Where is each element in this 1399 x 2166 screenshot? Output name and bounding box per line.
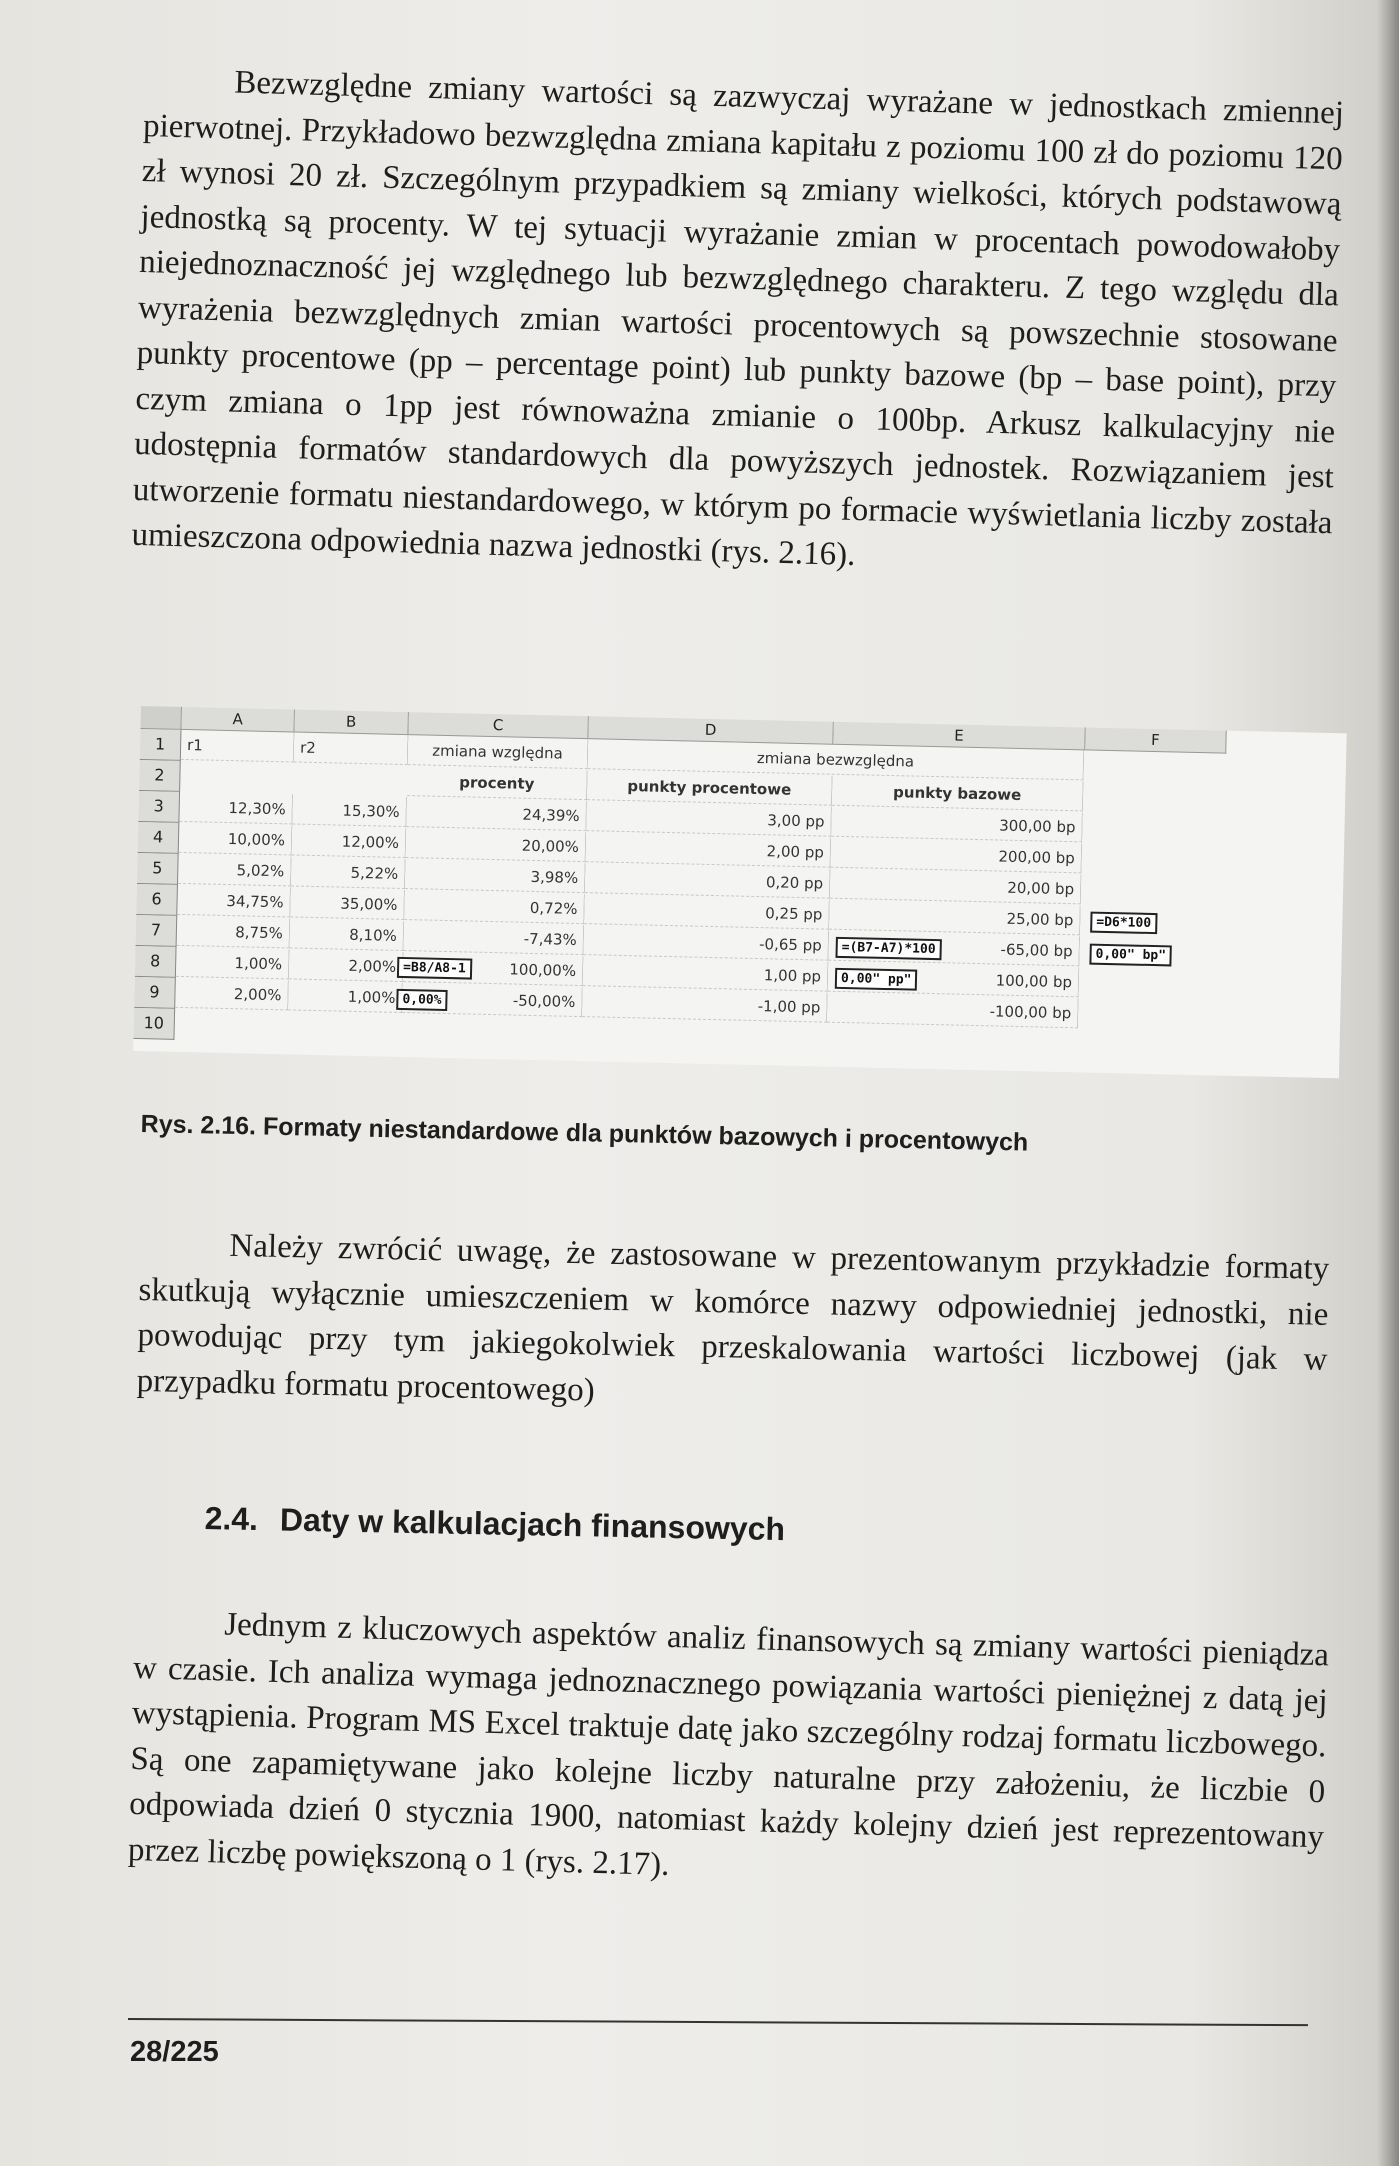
figure-caption: Rys. 2.16. Formaty niestandardowe dla punktów bazowych i procentowych — [140, 1110, 1029, 1157]
cell-e6: 25,00 bp — [829, 900, 1081, 936]
cell-b5: 5,22% — [291, 856, 406, 889]
cell-d9: -1,00 pp — [582, 987, 828, 1023]
paragraph-note: Należy zwrócić uwagę, że zastosowane w prezentowanym przykładzie formaty skutkują wyłącznie umieszczeniem w komórce nazwy odpowiedniej jednostki, nie powodując przy tym jakiegokolwiek przeskalowania wartości liczbowej (jak w przypadku formatu procentowego) — [136, 1227, 1330, 1409]
callout-formula-d: =(B7-A7)*100 — [835, 937, 941, 960]
cell-e4: 200,00 bp — [831, 838, 1083, 874]
cell-c1: zmiana względna — [408, 735, 589, 769]
cell-b1: r2 — [294, 732, 409, 765]
cell-a7: 8,75% — [177, 916, 291, 949]
cell-a8: 1,00% — [176, 947, 290, 980]
sheet-corner — [140, 706, 182, 730]
cell-a4: 10,00% — [179, 823, 293, 856]
cell-d8: 1,00 pp — [583, 956, 829, 992]
page-number: 28/225 — [130, 2036, 219, 2068]
cell-c7: -7,43% — [404, 921, 585, 955]
cell-e5: 20,00 bp — [830, 869, 1082, 905]
cell-c9: -50,00% — [402, 983, 583, 1017]
cell-d6: 0,25 pp — [584, 894, 830, 930]
row-header-10: 10 — [133, 1008, 175, 1040]
cell-d5: 0,20 pp — [585, 863, 831, 899]
cell-d3: 3,00 pp — [586, 801, 832, 837]
section-title: Daty w kalkulacjach finansowych — [279, 1501, 786, 1548]
row-header-9: 9 — [134, 977, 176, 1009]
column-header-f: F — [1085, 727, 1226, 753]
column-header-e: E — [833, 722, 1085, 751]
column-header-c: C — [408, 712, 588, 739]
cell-b8: 2,00% — [289, 949, 404, 982]
cell-e8: 100,00 bp — [828, 962, 1080, 998]
cell-a1: r1 — [181, 730, 295, 763]
callout-format-d: 0,00" pp" — [835, 968, 918, 991]
cell-e2: punkty bazowe — [832, 776, 1084, 812]
cell-a6: 34,75% — [177, 885, 291, 918]
cell-d7: -0,65 pp — [583, 925, 829, 961]
cell-b4: 12,00% — [292, 825, 407, 858]
cell-e9: -100,00 bp — [827, 993, 1079, 1029]
column-header-a: A — [181, 707, 294, 733]
callout-formula-c: =B8/A8-1 — [397, 957, 472, 980]
cell-b9: 1,00% — [288, 980, 403, 1013]
cell-a3: 12,30% — [179, 792, 293, 825]
paragraph-dates: Jednym z kluczowych aspektów analiz finansowych są zmiany wartości pieniądza w czasie. Ich analiza wymaga jednoznacznego powiązania wartości pieniężnej z datą jej wystąpienia. Program MS Excel traktuje datę jako szczególny rodzaj formatu liczbowego. Są one zapamiętywane jako kolejne liczby naturalne przy założeniu, że liczbie 0 odpowiada dzień 0 stycznia 1900, natomiast każdy kolejny dzień jest reprezentowany przez liczbę powiększoną o 1 (rys. 2.17). — [127, 1606, 1330, 1883]
cell-c8: 100,00% — [403, 952, 584, 986]
cell-a5: 5,02% — [178, 854, 292, 887]
row-header-4: 4 — [138, 822, 180, 854]
paragraph-intro: Bezwzględne zmiany wartości są zazwyczaj wyrażane w jednostkach zmiennej pierwotnej. Przykładowo bezwzględna zmiana kapitału z poziomu 100 zł do poziomu 120 zł wynosi 20 zł. Szczególnym przypadkiem są zmiany wielkości, których podstawową jednostką są procenty. W tej sytuacji wyrażanie zmian w procentach powodowałoby niejednoznaczność jej względnego lub bezwzględnego charakteru. Z tego względu dla wyrażenia bezwzględnych zmian wartości procentowych są powszechnie stosowane punkty procentowe (pp – percentage point) lub punkty bazowe (bp – base point), przy czym zmiana o 1pp jest równoważna zmianie o 100bp. Arkusz kalkulacyjny nie udostępnia formatów standardowych dla powyższych jednostek. Rozwiązaniem jest utworzenie formatu niestandardowego, w którym po formacie wyświetlania liczby została umieszczona odpowiednia nazwa jednostki (rys. 2.16). — [131, 64, 1345, 574]
cell-de1: zmiana bezwzględna — [588, 739, 1085, 780]
cell-b6: 35,00% — [290, 887, 405, 920]
callout-formula-e: =D6*100 — [1090, 912, 1157, 935]
row-header-6: 6 — [136, 884, 178, 916]
binding-shadow — [1377, 0, 1399, 2166]
cell-c4: 20,00% — [406, 828, 587, 862]
callout-format-c: 0,00% — [396, 989, 448, 1011]
cell-e7: -65,00 bp — [828, 931, 1080, 967]
column-header-b: B — [294, 709, 408, 735]
row-header-1: 1 — [140, 729, 182, 761]
cell-d4: 2,00 pp — [586, 832, 832, 868]
spreadsheet-figure — [133, 706, 1347, 1078]
cell-b3: 15,30% — [292, 794, 407, 827]
cell-b7: 8,10% — [290, 918, 405, 951]
row-header-7: 7 — [136, 915, 178, 947]
cell-c5: 3,98% — [405, 859, 586, 893]
row-header-5: 5 — [137, 853, 179, 885]
row-header-3: 3 — [138, 791, 180, 823]
cell-e3: 300,00 bp — [831, 807, 1083, 843]
row-header-2: 2 — [139, 760, 181, 792]
cell-d2: punkty procentowe — [587, 770, 833, 806]
row-header-8: 8 — [135, 946, 177, 978]
spreadsheet-grid — [133, 706, 1347, 1078]
footer-rule — [128, 2018, 1308, 2026]
cell-c2: procenty — [407, 766, 588, 800]
callout-format-e: 0,00" bp" — [1089, 944, 1172, 967]
cell-c6: 0,72% — [404, 890, 585, 924]
column-header-d: D — [588, 716, 833, 745]
cell-c3: 24,39% — [406, 797, 587, 831]
section-heading — [204, 1500, 785, 1548]
section-number: 2.4. — [204, 1500, 259, 1538]
cell-a9: 2,00% — [175, 978, 289, 1011]
